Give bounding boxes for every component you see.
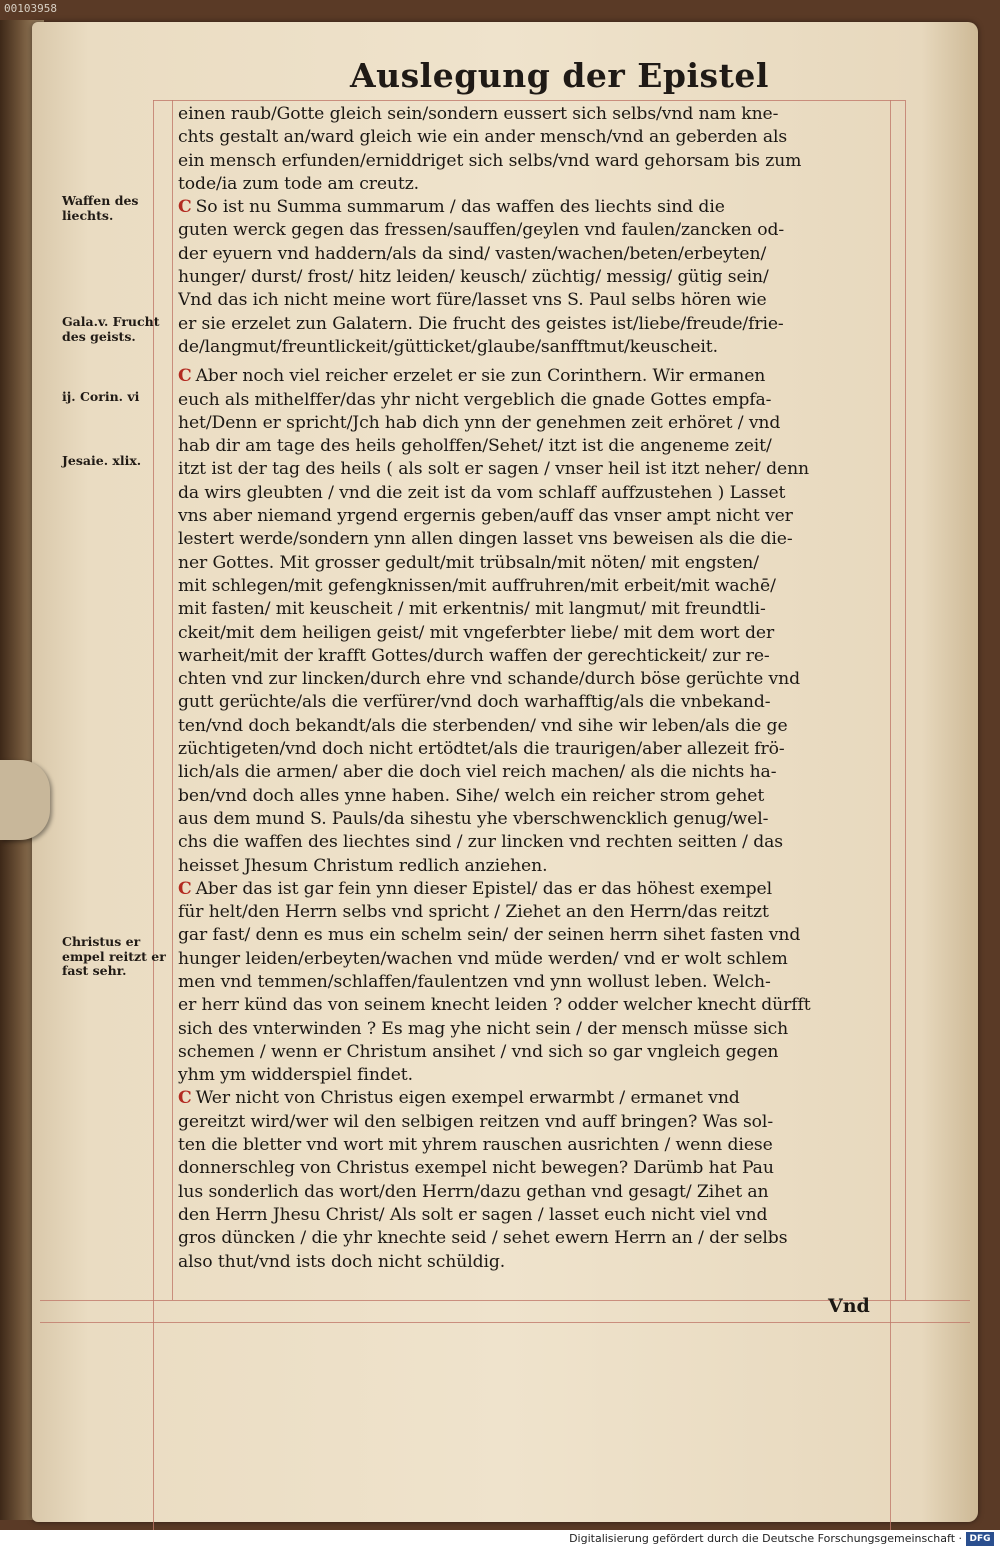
text-line-content: Aber das ist gar fein ynn dieser Epistel/ das er das höhest exempel (195, 878, 772, 899)
text-line: schemen / wenn er Christum ansihet / vnd sich so gar vngleich gegen (178, 1041, 779, 1062)
text-line: gros düncken / die yhr knechte seid / sehet ewern Herrn an / der selbs (178, 1228, 788, 1249)
text-line-content: Aber noch viel reicher erzelet er sie zun Corinthern. Wir ermanen (195, 366, 766, 387)
text-line: aus dem mund S. Pauls/da sihestu yhe vberschwencklich genug/wel- (178, 808, 769, 829)
text-line: het/Denn er spricht/Jch hab dich ynn der genehmen zeit erhöret / vnd (178, 412, 781, 433)
text-line: ner Gottes. Mit grosser gedult/mit trübsaln/mit nöten/ mit engsten/ (178, 552, 759, 573)
text-line: ckeit/mit dem heiligen geist/ mit vngeferbter liebe/ mit dem wort der (178, 622, 775, 643)
margin-note: Christus er empel reitzt er fast sehr. (62, 934, 166, 978)
frame-rule-text-left (172, 100, 173, 1300)
text-line: chts gestalt an/ward gleich wie ein ander mensch/vnd an geberden als (178, 127, 788, 148)
frame-rule-text-right (905, 100, 906, 1300)
text-line: der eyuern vnd haddern/als da sind/ vasten/wachen/beten/erbeyten/ (178, 243, 767, 264)
text-line-content: So ist nu Summa summarum / das waffen des liechts sind die (195, 197, 725, 218)
text-line (178, 878, 900, 901)
paragraph-mark: C (178, 1088, 192, 1109)
margin-note: Gala.v. Frucht des geists. (62, 314, 160, 344)
text-line: Vnd das ich nicht meine wort füre/lasset vns S. Paul selbs hören wie (178, 290, 767, 311)
text-line: men vnd temmen/schlaffen/faulentzen vnd ynn wollust leben. Welch- (178, 971, 771, 992)
text-line: er herr künd das von seinem knecht leiden ? odder welcher knecht dürfft (178, 995, 811, 1016)
text-line: hunger/ durst/ frost/ hitz leiden/ keusch/ züchtig/ messig/ gütig sein/ (178, 267, 769, 288)
paragraph-mark: C (178, 366, 192, 387)
text-line: lich/als die armen/ aber die doch viel reich machen/ als die nichts ha- (178, 762, 777, 783)
dfg-logo-icon: DFG (966, 1532, 994, 1546)
text-line (178, 1087, 900, 1110)
text-line: er sie erzelet zun Galatern. Die frucht des geistes ist/liebe/freude/frie- (178, 313, 784, 334)
text-line: ten/vnd doch bekandt/als die sterbenden/ vnd sihe wir leben/als die ge (178, 715, 788, 736)
text-line: gereitzt wird/wer wil den selbigen reitzen vnd auff bringen? Was sol- (178, 1111, 774, 1132)
text-line: warheit/mit der krafft Gottes/durch waffen der gerechtickeit/ zur re- (178, 645, 770, 666)
body-text (178, 103, 900, 1274)
text-line: lestert werde/sondern ynn allen dingen lasset vns beweisen als die die- (178, 529, 793, 550)
scan-id-label: 00103958 (4, 2, 57, 15)
text-line: ben/vnd doch alles ynne haben. Sihe/ welch ein reicher strom gehet (178, 785, 765, 806)
margin-note: Waffen des liechts. (62, 193, 139, 223)
running-header: Auslegung der Epistel (350, 56, 769, 95)
catchword: Vnd (828, 1295, 870, 1317)
text-line: chten vnd zur lincken/durch ehre vnd schande/durch böse gerüchte vnd (178, 669, 801, 690)
margin-note: ij. Corin. vi (62, 389, 140, 404)
text-line: itzt ist der tag des heils ( als solt er sagen / vnser heil ist itzt neher/ denn (178, 459, 810, 480)
text-line: yhm ym widderspiel findet. (178, 1065, 413, 1086)
text-line: da wirs gleubten / vnd die zeit ist da vom schlaff auffzustehen ) Lasset (178, 482, 786, 503)
text-line: einen raub/Gotte gleich sein/sondern eussert sich selbs/vnd nam kne- (178, 104, 779, 124)
text-line: ein mensch erfunden/erniddriget sich selbs/vnd ward gehorsam bis zum (178, 150, 802, 171)
text-line: mit schlegen/mit gefengknissen/mit auffruhren/mit erbeit/mit wachē/ (178, 575, 776, 596)
text-line: also thut/vnd ists doch nicht schüldig. (178, 1251, 506, 1272)
text-line: lus sonderlich das wort/den Herrn/dazu gethan vnd gesagt/ Zihet an (178, 1181, 769, 1202)
text-line: guten werck gegen das fressen/sauffen/geylen vnd faulen/zancken od- (178, 220, 785, 241)
text-line: euch als mithelffer/das yhr nicht vergeblich die gnade Gottes empfa- (178, 389, 772, 410)
text-line: vns aber niemand yrgend ergernis geben/auff das vnser ampt nicht ver (178, 506, 793, 527)
text-line (178, 196, 900, 219)
text-line-content: Wer nicht von Christus eigen exempel erwarmbt / ermanet vnd (195, 1088, 740, 1109)
frame-rule-top (153, 100, 905, 101)
text-line: gar fast/ denn es mus ein schelm sein/ der seinen herrn sihet fasten vnd (178, 925, 801, 946)
text-line: züchtigeten/vnd doch nicht ertödtet/als die traurigen/aber allezeit frö- (178, 739, 785, 760)
frame-rule-foot (40, 1322, 970, 1323)
paragraph-mark: C (178, 197, 192, 218)
text-line: gutt gerüchte/als die verfürer/vnd doch warhafftig/als die vnbekand- (178, 692, 771, 713)
text-line: hab dir am tage des heils geholffen/Sehet/ itzt ist die angeneme zeit/ (178, 436, 772, 457)
funding-credit: Digitalisierung gefördert durch die Deutsche Forschungsgemeinschaft · (569, 1532, 962, 1545)
text-line: sich des vnterwinden ? Es mag yhe nicht sein / der mensch müsse sich (178, 1018, 789, 1039)
text-line: chs die waffen des liechtes sind / zur lincken vnd rechten seitten / das (178, 832, 783, 853)
paragraph-mark: C (178, 878, 192, 899)
bookmark-clip (0, 760, 50, 840)
text-line: de/langmut/freuntlickeit/gütticket/glaube/sanfftmut/keuscheit. (178, 336, 718, 357)
text-line: ten die bletter vnd wort mit yhrem rauschen ausrichten / wenn diese (178, 1135, 773, 1156)
text-line: donnerschleg von Christus exempel nicht bewegen? Darümb hat Pau (178, 1158, 774, 1179)
text-line (178, 365, 900, 388)
text-line: mit fasten/ mit keuscheit / mit erkentnis/ mit langmut/ mit freundtli- (178, 599, 766, 620)
text-line: hunger leiden/erbeyten/wachen vnd müde werden/ vnd er wolt schlem (178, 948, 788, 969)
text-line: heisset Jhesum Christum redlich anziehen. (178, 855, 548, 876)
text-line: den Herrn Jhesu Christ/ Als solt er sagen / lasset euch nicht viel vnd (178, 1204, 768, 1225)
text-line: tode/ia zum tode am creutz. (178, 173, 420, 194)
margin-note: Jesaie. xlix. (62, 453, 142, 468)
text-line: für helt/den Herrn selbs vnd spricht / Ziehet an den Herrn/das reitzt (178, 902, 769, 923)
